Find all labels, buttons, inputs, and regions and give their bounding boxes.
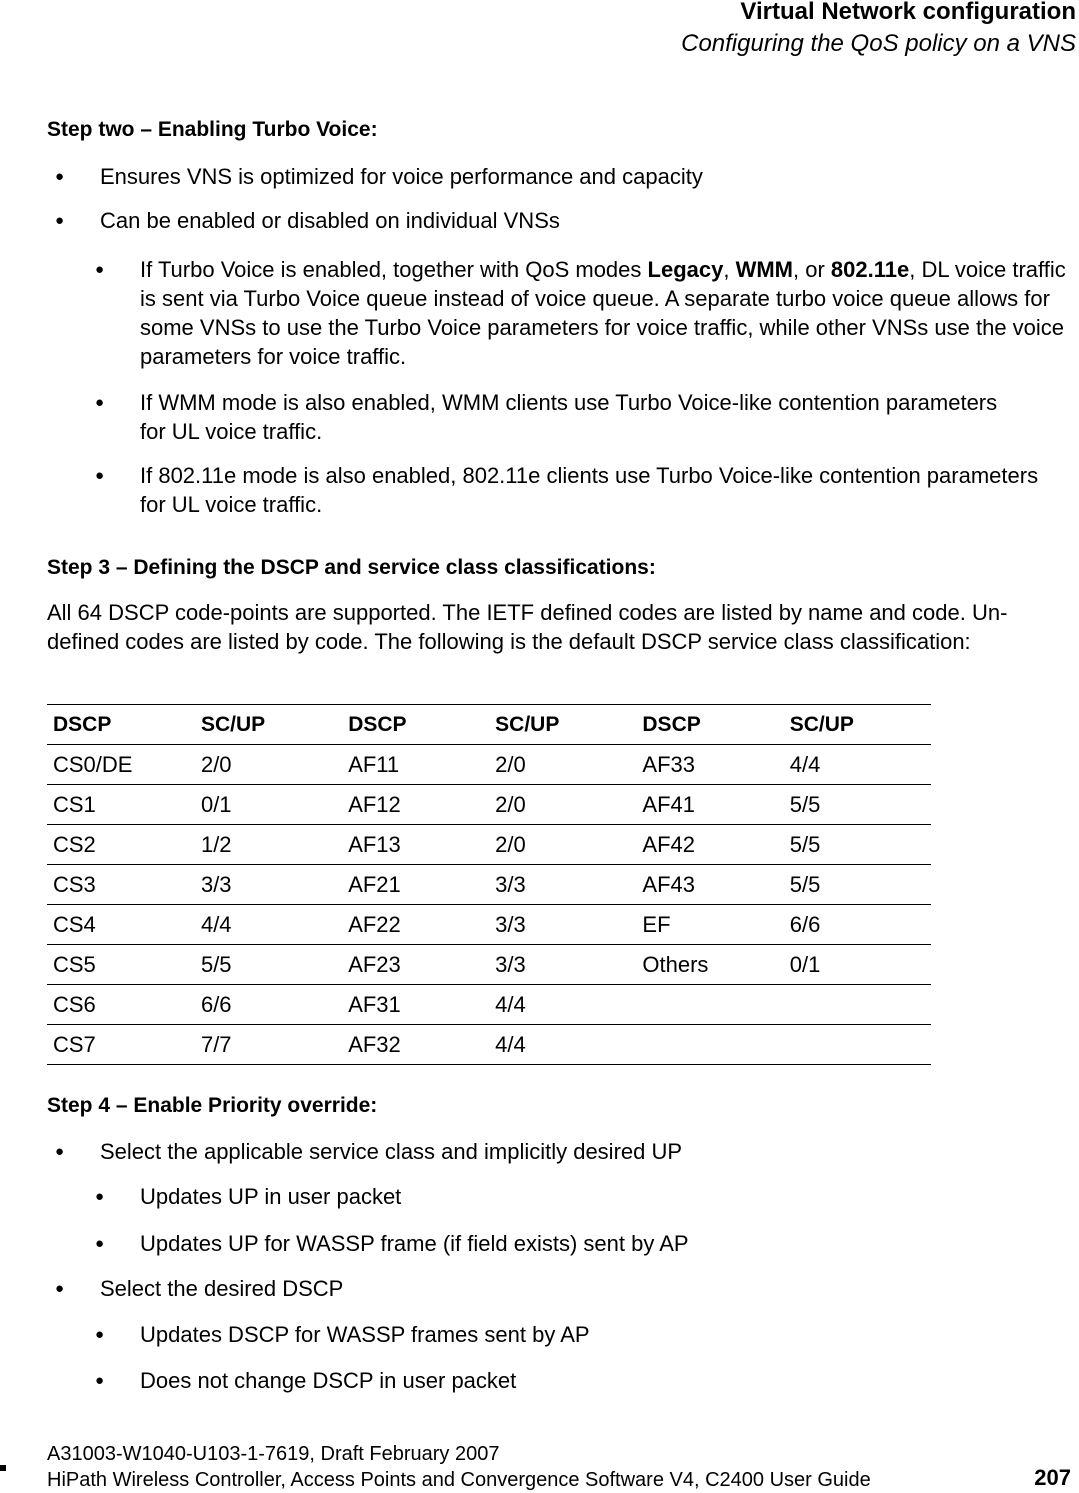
bullet-icon: ● bbox=[95, 467, 105, 484]
table-cell: AF32 bbox=[342, 1025, 489, 1065]
running-header-title: Virtual Network configuration bbox=[740, 0, 1076, 25]
table-cell: Others bbox=[636, 945, 783, 985]
bullet-icon: ● bbox=[55, 1280, 65, 1297]
step4-heading: Step 4 – Enable Priority override: bbox=[47, 1094, 378, 1117]
table-row bbox=[47, 785, 931, 825]
bullet-icon: ● bbox=[95, 394, 105, 411]
table-cell: 4/4 bbox=[489, 1025, 636, 1065]
list-item-text: Ensures VNS is optimized for voice performance and capacity bbox=[100, 164, 703, 189]
table-cell: AF21 bbox=[342, 865, 489, 905]
column-header: SC/UP bbox=[489, 705, 636, 745]
table-cell: AF23 bbox=[342, 945, 489, 985]
bullet-icon: ● bbox=[55, 212, 65, 229]
table-cell: 2/0 bbox=[489, 825, 636, 865]
table-cell: CS6 bbox=[47, 985, 195, 1025]
table-header-row bbox=[47, 705, 931, 745]
table-cell: 5/5 bbox=[195, 945, 342, 985]
table-row bbox=[47, 905, 931, 945]
table-row bbox=[47, 825, 931, 865]
table-cell: 4/4 bbox=[195, 905, 342, 945]
table-cell: CS1 bbox=[47, 785, 195, 825]
table-cell: 2/0 bbox=[195, 745, 342, 785]
corner-mark bbox=[0, 1465, 6, 1471]
table-cell: 3/3 bbox=[489, 865, 636, 905]
table-cell: AF42 bbox=[636, 825, 783, 865]
table-cell: 4/4 bbox=[489, 985, 636, 1025]
list-item-text: Does not change DSCP in user packet bbox=[140, 1368, 517, 1393]
table-cell bbox=[784, 985, 931, 1025]
dscp-classification-table bbox=[47, 704, 931, 1065]
table-cell: 1/2 bbox=[195, 825, 342, 865]
table-cell: 4/4 bbox=[784, 745, 931, 785]
table-row bbox=[47, 865, 931, 905]
column-header: SC/UP bbox=[784, 705, 931, 745]
list-item-text: If Turbo Voice is enabled, together with QoS modes Legacy, WMM, or 802.11e, DL voice traffic is sent via Turbo Voice queue instead of voice queue. A separate turbo voice queue allows for some VNSs to use the Turbo Voice parameters for voice traffic, while other VNSs use the voice parameters for voice traffic. bbox=[140, 257, 1066, 369]
step2-heading: Step two – Enabling Turbo Voice: bbox=[47, 118, 378, 141]
table-cell: 0/1 bbox=[195, 785, 342, 825]
table-cell: CS4 bbox=[47, 905, 195, 945]
list-item-text: If WMM mode is also enabled, WMM clients use Turbo Voice-like contention parameters for UL voice traffic. bbox=[140, 390, 998, 444]
bullet-icon: ● bbox=[55, 1143, 65, 1160]
table-cell: AF11 bbox=[342, 745, 489, 785]
table-cell: 2/0 bbox=[489, 785, 636, 825]
table-cell: AF43 bbox=[636, 865, 783, 905]
mode-80211e: 802.11e bbox=[830, 257, 910, 282]
table-cell: AF41 bbox=[636, 785, 783, 825]
page-number: 207 bbox=[1034, 1465, 1071, 1490]
table-row bbox=[47, 985, 931, 1025]
table-cell: 5/5 bbox=[784, 865, 931, 905]
table-cell: AF31 bbox=[342, 985, 489, 1025]
mode-wmm: WMM bbox=[735, 257, 793, 282]
table-cell: 5/5 bbox=[784, 785, 931, 825]
table-cell: CS0/DE bbox=[47, 745, 195, 785]
table-cell: 0/1 bbox=[784, 945, 931, 985]
table-cell: CS5 bbox=[47, 945, 195, 985]
bullet-icon: ● bbox=[55, 168, 65, 185]
column-header: DSCP bbox=[636, 705, 783, 745]
bullet-icon: ● bbox=[95, 261, 105, 278]
column-header: DSCP bbox=[47, 705, 195, 745]
table-cell: CS3 bbox=[47, 865, 195, 905]
table-cell: CS7 bbox=[47, 1025, 195, 1065]
column-header: SC/UP bbox=[195, 705, 342, 745]
table-cell: 3/3 bbox=[489, 945, 636, 985]
list-item-text: If 802.11e mode is also enabled, 802.11e clients use Turbo Voice-like contention parameters for UL voice traffic. bbox=[140, 463, 1039, 517]
step3-heading: Step 3 – Defining the DSCP and service class classifications: bbox=[47, 556, 656, 579]
running-header-subtitle: Configuring the QoS policy on a VNS bbox=[681, 30, 1076, 57]
table-cell: EF bbox=[636, 905, 783, 945]
table-cell: 6/6 bbox=[784, 905, 931, 945]
table-cell bbox=[636, 1025, 783, 1065]
bullet-icon: ● bbox=[95, 1188, 105, 1205]
list-item-text: Select the desired DSCP bbox=[100, 1276, 344, 1301]
table-cell: AF22 bbox=[342, 905, 489, 945]
table-cell: 7/7 bbox=[195, 1025, 342, 1065]
table-row bbox=[47, 945, 931, 985]
mode-legacy: Legacy bbox=[647, 257, 724, 282]
table-cell: 3/3 bbox=[195, 865, 342, 905]
table-cell: 5/5 bbox=[784, 825, 931, 865]
list-item-text: Updates UP for WASSP frame (if field exists) sent by AP bbox=[140, 1231, 689, 1256]
list-item-text: Updates UP in user packet bbox=[140, 1184, 402, 1209]
table-cell bbox=[784, 1025, 931, 1065]
bullet-icon: ● bbox=[95, 1326, 105, 1343]
footer-doc-title: HiPath Wireless Controller, Access Points and Convergence Software V4, C2400 User Guide bbox=[47, 1469, 871, 1491]
table-cell: AF33 bbox=[636, 745, 783, 785]
table-row bbox=[47, 745, 931, 785]
list-item-text: Can be enabled or disabled on individual VNSs bbox=[100, 208, 560, 233]
table-cell: CS2 bbox=[47, 825, 195, 865]
bullet-icon: ● bbox=[95, 1235, 105, 1252]
table-cell: AF13 bbox=[342, 825, 489, 865]
table-cell bbox=[636, 985, 783, 1025]
table-cell: 6/6 bbox=[195, 985, 342, 1025]
table-row bbox=[47, 1025, 931, 1065]
table-cell: 2/0 bbox=[489, 745, 636, 785]
step3-paragraph: All 64 DSCP code-points are supported. The IETF defined codes are listed by name and code. Un-defined codes are listed by code. The following is the default DSCP service class classification: bbox=[47, 600, 1008, 654]
list-item-text: Select the applicable service class and implicitly desired UP bbox=[100, 1139, 683, 1164]
list-item-text: Updates DSCP for WASSP frames sent by AP bbox=[140, 1322, 590, 1347]
bullet-icon: ● bbox=[95, 1372, 105, 1389]
footer-doc-id: A31003-W1040-U103-1-7619, Draft February 2007 bbox=[47, 1443, 500, 1465]
column-header: DSCP bbox=[342, 705, 489, 745]
table-cell: AF12 bbox=[342, 785, 489, 825]
table-cell: 3/3 bbox=[489, 905, 636, 945]
